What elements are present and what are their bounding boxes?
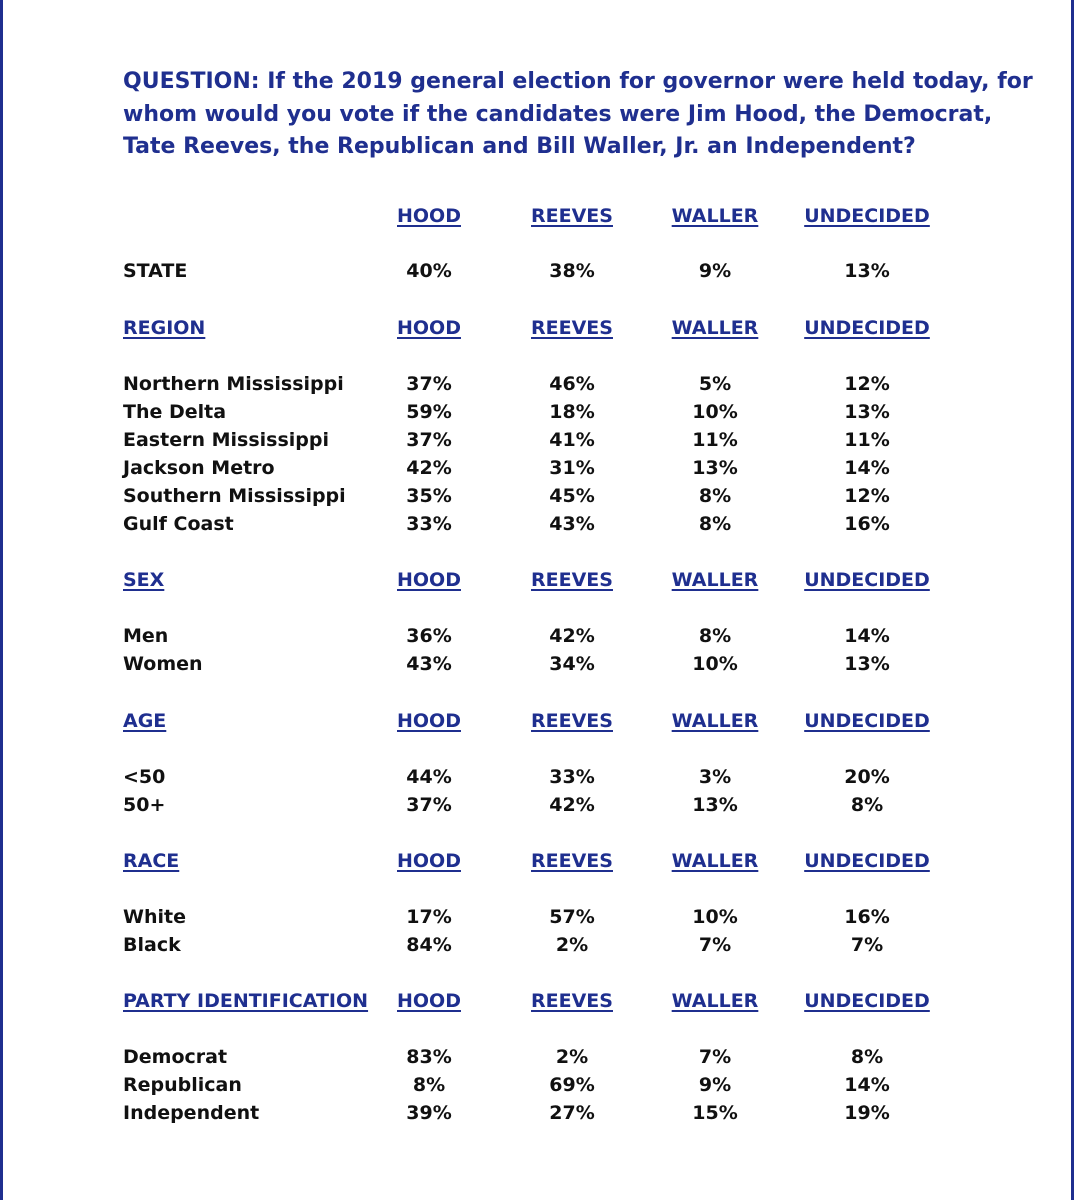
value-waller: 9%	[698, 260, 732, 282]
value-hood: 37%	[406, 429, 452, 451]
value-hood: 39%	[406, 1102, 452, 1124]
value-waller: 13%	[692, 457, 738, 479]
column-header-reeves: REEVES	[531, 317, 613, 339]
column-header-undecided: UNDECIDED	[804, 205, 930, 227]
column-header-waller: WALLER	[671, 850, 759, 872]
value-waller: 10%	[692, 906, 738, 928]
value-undecided: 12%	[844, 373, 890, 395]
value-waller: 8%	[698, 513, 732, 535]
value-waller: 8%	[698, 625, 732, 647]
value-undecided: 14%	[844, 457, 890, 479]
column-header-hood: HOOD	[397, 990, 461, 1012]
value-reeves: 27%	[549, 1102, 595, 1124]
table-row	[0, 791, 1074, 819]
section-header-sex	[0, 566, 1074, 594]
value-hood: 36%	[406, 625, 452, 647]
column-header-reeves: REEVES	[531, 990, 613, 1012]
value-hood: 37%	[406, 794, 452, 816]
value-undecided: 8%	[850, 794, 884, 816]
table-row	[0, 426, 1074, 454]
row-label: STATE	[123, 260, 188, 282]
column-header-waller: WALLER	[671, 205, 759, 227]
table-row	[0, 931, 1074, 959]
column-header-reeves: REEVES	[531, 710, 613, 732]
value-undecided: 12%	[844, 485, 890, 507]
column-header-waller: WALLER	[671, 317, 759, 339]
row-label: Independent	[123, 1102, 260, 1124]
value-reeves: 38%	[549, 260, 595, 282]
section-title: AGE	[123, 710, 167, 732]
row-label: <50	[123, 766, 166, 788]
row-label: The Delta	[123, 401, 227, 423]
value-reeves: 45%	[549, 485, 595, 507]
row-label: White	[123, 906, 186, 928]
value-undecided: 14%	[844, 1074, 890, 1096]
value-waller: 5%	[698, 373, 732, 395]
row-label: Men	[123, 625, 169, 647]
row-label: Democrat	[123, 1046, 228, 1068]
column-header-hood: HOOD	[397, 710, 461, 732]
value-waller: 7%	[698, 934, 732, 956]
value-reeves: 2%	[555, 934, 589, 956]
column-header-waller: WALLER	[671, 569, 759, 591]
column-header-undecided: UNDECIDED	[804, 990, 930, 1012]
table-row	[0, 454, 1074, 482]
column-header-hood: HOOD	[397, 205, 461, 227]
value-reeves: 31%	[549, 457, 595, 479]
row-label: Women	[123, 653, 203, 675]
section-title: REGION	[123, 317, 206, 339]
value-undecided: 20%	[844, 766, 890, 788]
value-undecided: 11%	[844, 429, 890, 451]
value-hood: 37%	[406, 373, 452, 395]
value-reeves: 42%	[549, 625, 595, 647]
value-reeves: 33%	[549, 766, 595, 788]
value-hood: 43%	[406, 653, 452, 675]
column-header-waller: WALLER	[671, 990, 759, 1012]
section-title: RACE	[123, 850, 180, 872]
column-header-reeves: REEVES	[531, 205, 613, 227]
value-hood: 35%	[406, 485, 452, 507]
section-title: SEX	[123, 569, 165, 591]
table-row	[0, 763, 1074, 791]
table-row	[0, 650, 1074, 678]
column-header-undecided: UNDECIDED	[804, 317, 930, 339]
value-waller: 7%	[698, 1046, 732, 1068]
question-text: QUESTION: If the 2019 general election for governor were held today, for whom would you vote if the candidates were Jim Hood, the Democrat, Tate Reeves, the Republican and Bill Waller, Jr. an Independent?	[123, 69, 1033, 159]
value-reeves: 41%	[549, 429, 595, 451]
row-label: Jackson Metro	[123, 457, 275, 479]
column-header-undecided: UNDECIDED	[804, 569, 930, 591]
column-header-hood: HOOD	[397, 850, 461, 872]
table-row-state	[0, 257, 1074, 285]
page-border-left	[0, 0, 3, 1200]
column-header-reeves: REEVES	[531, 569, 613, 591]
value-reeves: 69%	[549, 1074, 595, 1096]
section-header-age	[0, 707, 1074, 735]
row-label: Northern Mississippi	[123, 373, 344, 395]
column-header-waller: WALLER	[671, 710, 759, 732]
column-header-hood: HOOD	[397, 569, 461, 591]
value-undecided: 16%	[844, 906, 890, 928]
value-undecided: 8%	[850, 1046, 884, 1068]
value-undecided: 13%	[844, 401, 890, 423]
table-row	[0, 482, 1074, 510]
column-header-reeves: REEVES	[531, 850, 613, 872]
value-waller: 11%	[692, 429, 738, 451]
value-waller: 10%	[692, 653, 738, 675]
table-row	[0, 370, 1074, 398]
value-reeves: 2%	[555, 1046, 589, 1068]
value-undecided: 16%	[844, 513, 890, 535]
value-hood: 40%	[406, 260, 452, 282]
row-label: 50+	[123, 794, 166, 816]
value-undecided: 13%	[844, 260, 890, 282]
value-hood: 42%	[406, 457, 452, 479]
section-header-party-identification	[0, 987, 1074, 1015]
table-row	[0, 398, 1074, 426]
column-header-undecided: UNDECIDED	[804, 710, 930, 732]
row-label: Gulf Coast	[123, 513, 234, 535]
value-waller: 3%	[698, 766, 732, 788]
table-row	[0, 510, 1074, 538]
section-header-race	[0, 847, 1074, 875]
value-hood: 83%	[406, 1046, 452, 1068]
value-reeves: 42%	[549, 794, 595, 816]
value-hood: 17%	[406, 906, 452, 928]
value-waller: 8%	[698, 485, 732, 507]
section-title: PARTY IDENTIFICATION	[123, 990, 369, 1012]
table-row	[0, 622, 1074, 650]
table-header-row	[0, 202, 1074, 230]
value-reeves: 46%	[549, 373, 595, 395]
table-row	[0, 903, 1074, 931]
row-label: Southern Mississippi	[123, 485, 346, 507]
value-waller: 13%	[692, 794, 738, 816]
value-hood: 44%	[406, 766, 452, 788]
value-waller: 10%	[692, 401, 738, 423]
value-undecided: 14%	[844, 625, 890, 647]
column-header-undecided: UNDECIDED	[804, 850, 930, 872]
value-undecided: 7%	[850, 934, 884, 956]
table-row	[0, 1071, 1074, 1099]
value-undecided: 19%	[844, 1102, 890, 1124]
value-reeves: 57%	[549, 906, 595, 928]
value-undecided: 13%	[844, 653, 890, 675]
table-row	[0, 1099, 1074, 1127]
table-row	[0, 1043, 1074, 1071]
value-reeves: 43%	[549, 513, 595, 535]
row-label: Black	[123, 934, 181, 956]
column-header-hood: HOOD	[397, 317, 461, 339]
section-header-region	[0, 314, 1074, 342]
value-reeves: 34%	[549, 653, 595, 675]
value-hood: 84%	[406, 934, 452, 956]
row-label: Republican	[123, 1074, 242, 1096]
row-label: Eastern Mississippi	[123, 429, 329, 451]
value-hood: 8%	[412, 1074, 446, 1096]
value-waller: 15%	[692, 1102, 738, 1124]
value-hood: 33%	[406, 513, 452, 535]
value-reeves: 18%	[549, 401, 595, 423]
value-waller: 9%	[698, 1074, 732, 1096]
value-hood: 59%	[406, 401, 452, 423]
